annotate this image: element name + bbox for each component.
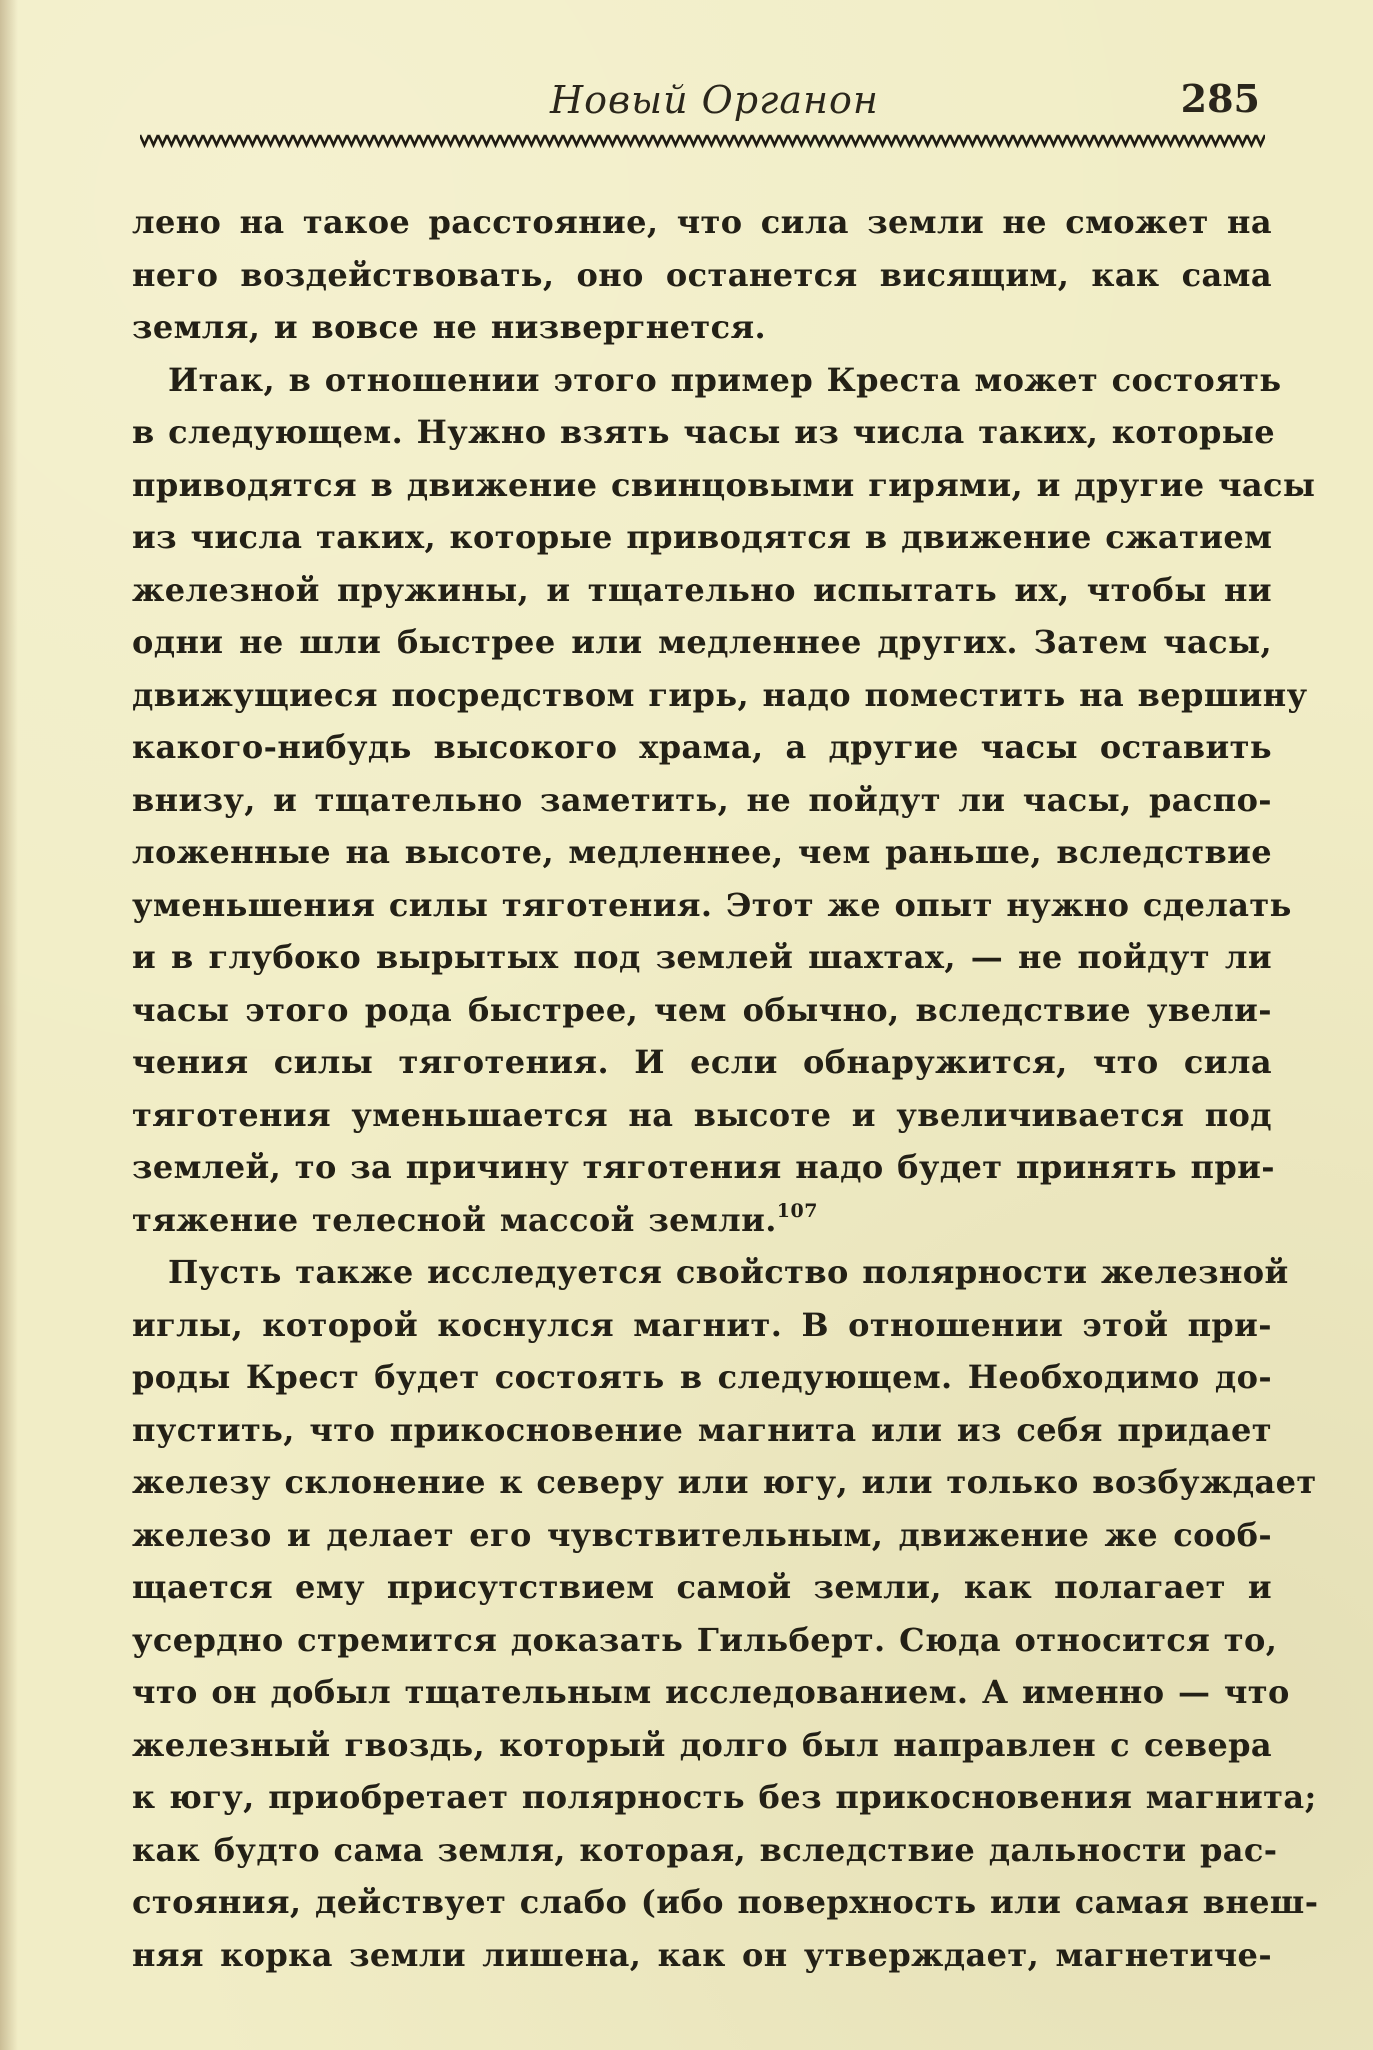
text-line: часы этого рода быстрее, чем обычно, вследствие увели- [132,990,1272,1029]
text-line-with-note [132,1194,1272,1247]
text-line: и в глубоко вырытых под землей шахтах, — не пойдут ли [132,938,1272,976]
text-line: Пусть также исследуется свойство полярности железной [168,1253,1289,1291]
ornamental-rule [140,132,1265,148]
paragraph [132,1246,1319,1981]
text-line: железо и делает его чувствительным, движение же сооб- [132,1515,1272,1554]
text-line: пустить, что прикосновение магнита или из себя придает [132,1410,1272,1449]
paragraph [132,354,1316,1247]
text-line: как будто сама земля, которая, вследствие дальности рас- [132,1830,1278,1869]
text-line: железу склонение к северу или югу, или только возбуждает [132,1463,1317,1501]
page-number: 285 [1180,76,1260,121]
text-line: лено на такое расстояние, что сила земли не сможет на [132,203,1272,241]
text-line: щается ему присутствием самой земли, как полагает и [132,1568,1272,1606]
running-title: Новый Органон [550,78,879,122]
text-line: из числа таких, которые приводятся в движение сжатием [132,518,1273,556]
text-line: приводятся в движение свинцовыми гирями, и другие часы [132,465,1316,504]
text-line: тяготения уменьшается на высоте и увеличивается под [132,1095,1272,1134]
text-line: к югу, приобретает полярность без прикосновения магнита; [132,1778,1317,1816]
text-line: внизу, и тщательно заметить, не пойдут ли часы, распо- [132,780,1272,819]
text-line: что он добыл тщательным исследованием. А именно — что [132,1673,1290,1711]
text-line: земля, и вовсе не низвергнется. [132,308,767,346]
body-text [132,196,1319,1981]
text-line: усердно стремится доказать Гильберт. Сюда относится то, [132,1620,1278,1659]
text-line: ложенные на высоте, медленнее, чем раньше, вследствие [132,833,1272,871]
text-line: железный гвоздь, который долго был направлен с севера [132,1725,1272,1764]
text-line: одни не шли быстрее или медленнее других. Затем часы, [132,623,1272,661]
text-line: в следующем. Нужно взять часы из числа таких, которые [132,413,1276,451]
text-line: какого-нибудь высокого храма, а другие часы оставить [132,728,1272,766]
footnote-reference: 107 [776,1199,818,1222]
text-line: чения силы тяготения. И если обнаружится, что сила [132,1043,1272,1081]
text-line: землей, то за причину тяготения надо будет принять при- [132,1148,1275,1186]
paragraph [132,196,1272,354]
text-line: движущиеся посредством гирь, надо поместить на вершину [132,675,1308,714]
text-line: него воздействовать, оно останется висящим, как сама [132,255,1272,294]
text-line: стояния, действует слабо (ибо поверхность или самая внеш- [132,1883,1319,1921]
page-edge-shadow [0,0,18,2050]
text-line: роды Крест будет состоять в следующем. Необходимо до- [132,1358,1272,1396]
text-line: тяжение телесной массой земли. [132,1200,777,1239]
text-line: няя корка земли лишена, как он утверждает, магнетиче- [132,1935,1272,1974]
text-line: иглы, которой коснулся магнит. В отношении этой при- [132,1305,1272,1344]
text-line: Итак, в отношении этого пример Креста может состоять [168,360,1282,399]
page-header [140,70,1260,134]
text-line: уменьшения силы тяготения. Этот же опыт нужно сделать [132,885,1292,924]
text-line: железной пружины, и тщательно испытать их, чтобы ни [132,570,1272,609]
